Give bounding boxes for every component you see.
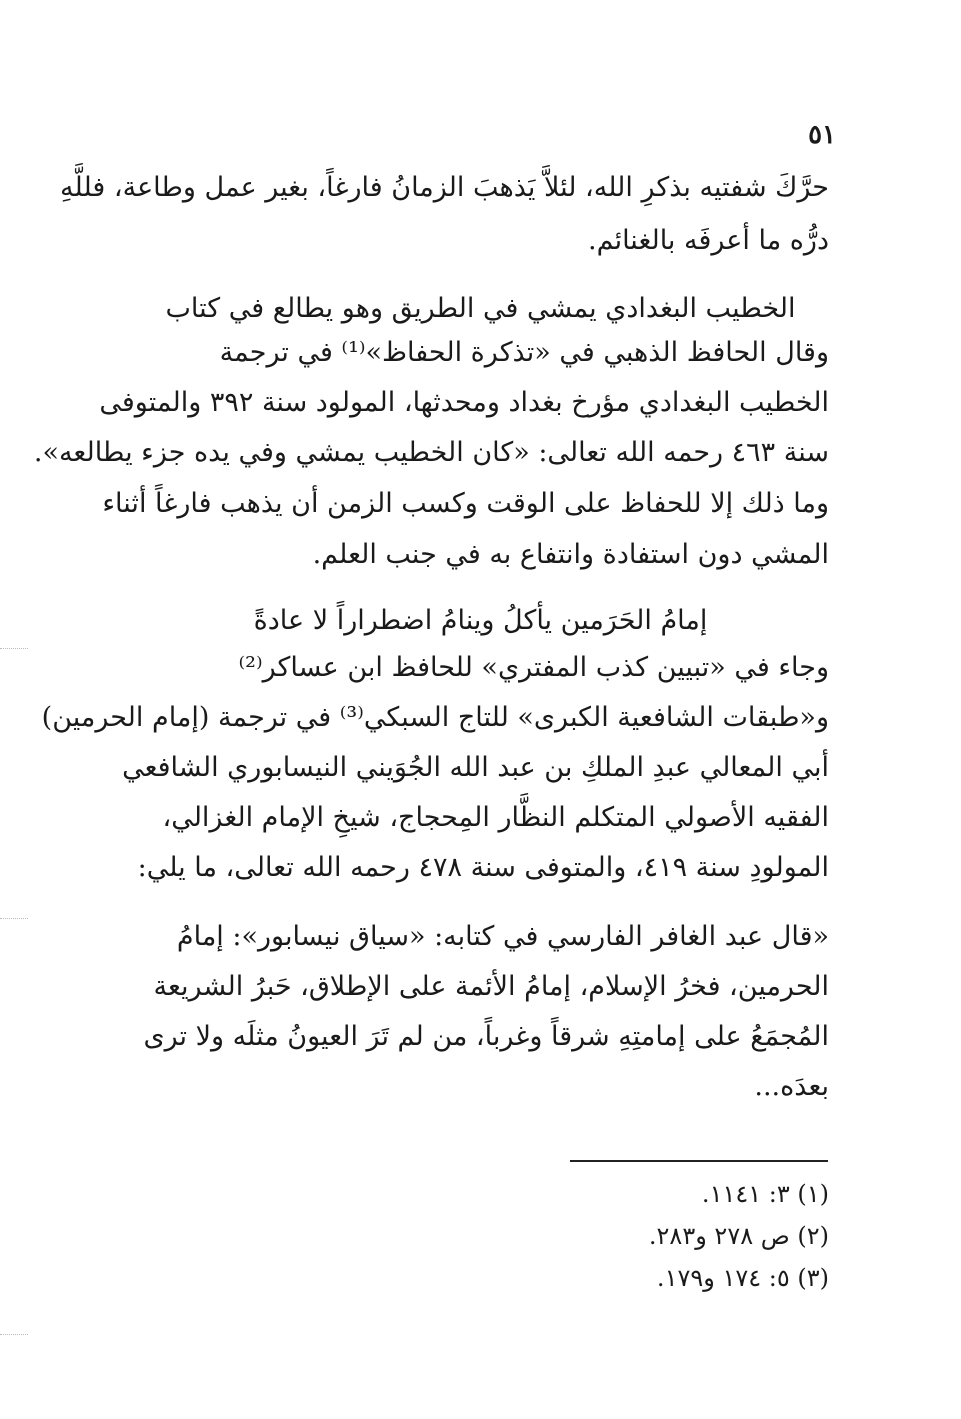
page-number: ٥١ xyxy=(808,120,836,150)
paragraph-line: سنة ٤٦٣ رحمه الله تعالى: «كان الخطيب يمشي وفي يده جزء يطالعه». xyxy=(33,437,829,468)
paragraph-line: أبي المعالي عبدِ الملكِ بن عبد الله الجُوَيني النيسابوري الشافعي xyxy=(122,752,829,783)
paragraph-line: بعدَه... xyxy=(754,1071,829,1102)
section-heading: الخطيب البغدادي يمشي في الطريق وهو يطالع في كتاب xyxy=(165,293,796,324)
paragraph-line: درُّه ما أعرفَه بالغنائم. xyxy=(588,225,829,256)
footnote: (٢) ص ٢٧٨ و٢٨٣. xyxy=(648,1222,829,1250)
paragraph-line: وما ذلك إلا للحفاظ على الوقت وكسب الزمن أن يذهب فارغاً أثناء xyxy=(102,488,829,519)
paragraph-line: وقال الحافظ الذهبي في «تذكرة الحفاظ»⁽¹⁾ في ترجمة xyxy=(219,337,829,368)
paragraph-line: الفقيه الأصولي المتكلم النظَّار المِحجاج، شيخِ الإمام الغزالي، xyxy=(162,802,829,833)
paragraph-line: حرَّكَ شفتيه بذكرِ الله، لئلاَّ يَذهبَ الزمانُ فارغاً، بغير عمل وطاعة، فللَّهِ xyxy=(60,172,829,203)
paragraph-line: المُجمَعُ على إمامتِهِ شرقاً وغرباً، من لم تَرَ العيونُ مثلَه ولا ترى xyxy=(143,1021,829,1052)
paragraph-line: المولودِ سنة ٤١٩، والمتوفى سنة ٤٧٨ رحمه الله تعالى، ما يلي: xyxy=(137,852,829,883)
paragraph-line: الخطيب البغدادي مؤرخ بغداد ومحدثها، المولود سنة ٣٩٢ والمتوفى xyxy=(99,387,829,418)
paragraph-line: وجاء في «تبيين كذب المفتري» للحافظ ابن عساكر⁽²⁾ xyxy=(238,652,829,683)
footnote: (٣) ٥: ١٧٤ و١٧٩. xyxy=(656,1264,829,1292)
paragraph-line: المشي دون استفادة وانتفاع به في جنب العلم. xyxy=(312,539,829,570)
scan-margin-mark xyxy=(0,918,28,919)
paragraph-line: و«طبقات الشافعية الكبرى» للتاج السبكي⁽³⁾ في ترجمة (إمام الحرمين) xyxy=(41,702,829,733)
section-heading: إمامُ الحَرَمين يأكلُ وينامُ اضطراراً لا عادةً xyxy=(253,605,708,636)
scan-margin-mark xyxy=(0,648,28,649)
footnote: (١) ٣: ١١٤١. xyxy=(701,1180,829,1208)
footnote-separator xyxy=(570,1160,828,1162)
paragraph-line: «قال عبد الغافر الفارسي في كتابه: «سياق نيسابور»: إمامُ xyxy=(176,921,829,952)
paragraph-line: الحرمين، فخرُ الإسلام، إمامُ الأئمة على الإطلاق، حَبرُ الشريعة xyxy=(153,971,829,1002)
scan-margin-mark xyxy=(0,1334,28,1335)
